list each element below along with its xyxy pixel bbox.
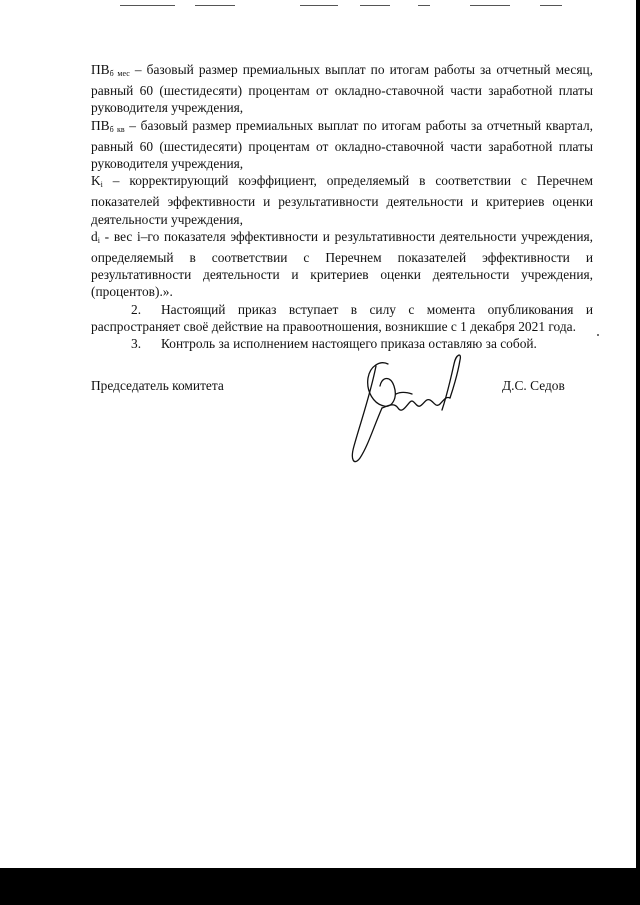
- symbol: K: [91, 173, 101, 189]
- signatory-position: Председатель комитета: [91, 378, 224, 393]
- definition-text: - вес i–го показателя эффективности и результативности деятельности учреждения, определяемый в соответствии с Перечнем показателей эффективности и результативности деятельности и критериев оценки деятельности учреждения, (процентов).».: [91, 228, 593, 300]
- definition-text: – корректирующий коэффициент, определяемый в соответствии с Перечнем показателей эффективности и результативности деятельности и критериев оценки деятельности учреждения,: [91, 173, 593, 227]
- definition-text: – базовый размер премиальных выплат по итогам работы за отчетный месяц, равный 60 (шестидесяти) процентам от окладно-ставочной части заработной платы руководителя учреждения,: [91, 62, 593, 116]
- definition-di: [91, 228, 593, 301]
- definition-pv-kv: [91, 117, 593, 173]
- item-text: Контроль за исполнением настоящего приказа оставляю за собой.: [161, 336, 537, 352]
- subscript: б кв: [109, 124, 125, 134]
- symbol: ПВ: [91, 62, 110, 77]
- scan-edge-right: [636, 0, 640, 868]
- item-number: 2.: [131, 301, 142, 317]
- subscript: б мес: [109, 69, 130, 78]
- scan-artifact-top: [0, 0, 640, 14]
- handwritten-signature: [336, 346, 476, 471]
- definition-text: – базовый размер премиальных выплат по итогам работы за отчетный квартал, равный 60 (шестидесяти) процентам от окладно-ставочной части заработной платы руководителя учреждения,: [91, 117, 594, 172]
- definition-pv-mes: [91, 61, 593, 117]
- subscript: i: [100, 180, 103, 190]
- document-body: [91, 61, 593, 352]
- symbol: d: [91, 228, 98, 244]
- scan-edge-bottom: [0, 868, 640, 905]
- item-number: 3.: [131, 336, 142, 352]
- signatory-name: Д.С. Седов: [502, 378, 565, 393]
- symbol: ПВ: [91, 117, 110, 133]
- definition-ki: [91, 172, 593, 228]
- subscript: i: [97, 235, 100, 245]
- order-item-2: [91, 301, 593, 335]
- scan-dot: [597, 334, 599, 336]
- item-text: Настоящий приказ вступает в силу с момента опубликования и распространяет своё действие на правоотношения, возникшие с 1 декабря 2021 года.: [91, 301, 593, 334]
